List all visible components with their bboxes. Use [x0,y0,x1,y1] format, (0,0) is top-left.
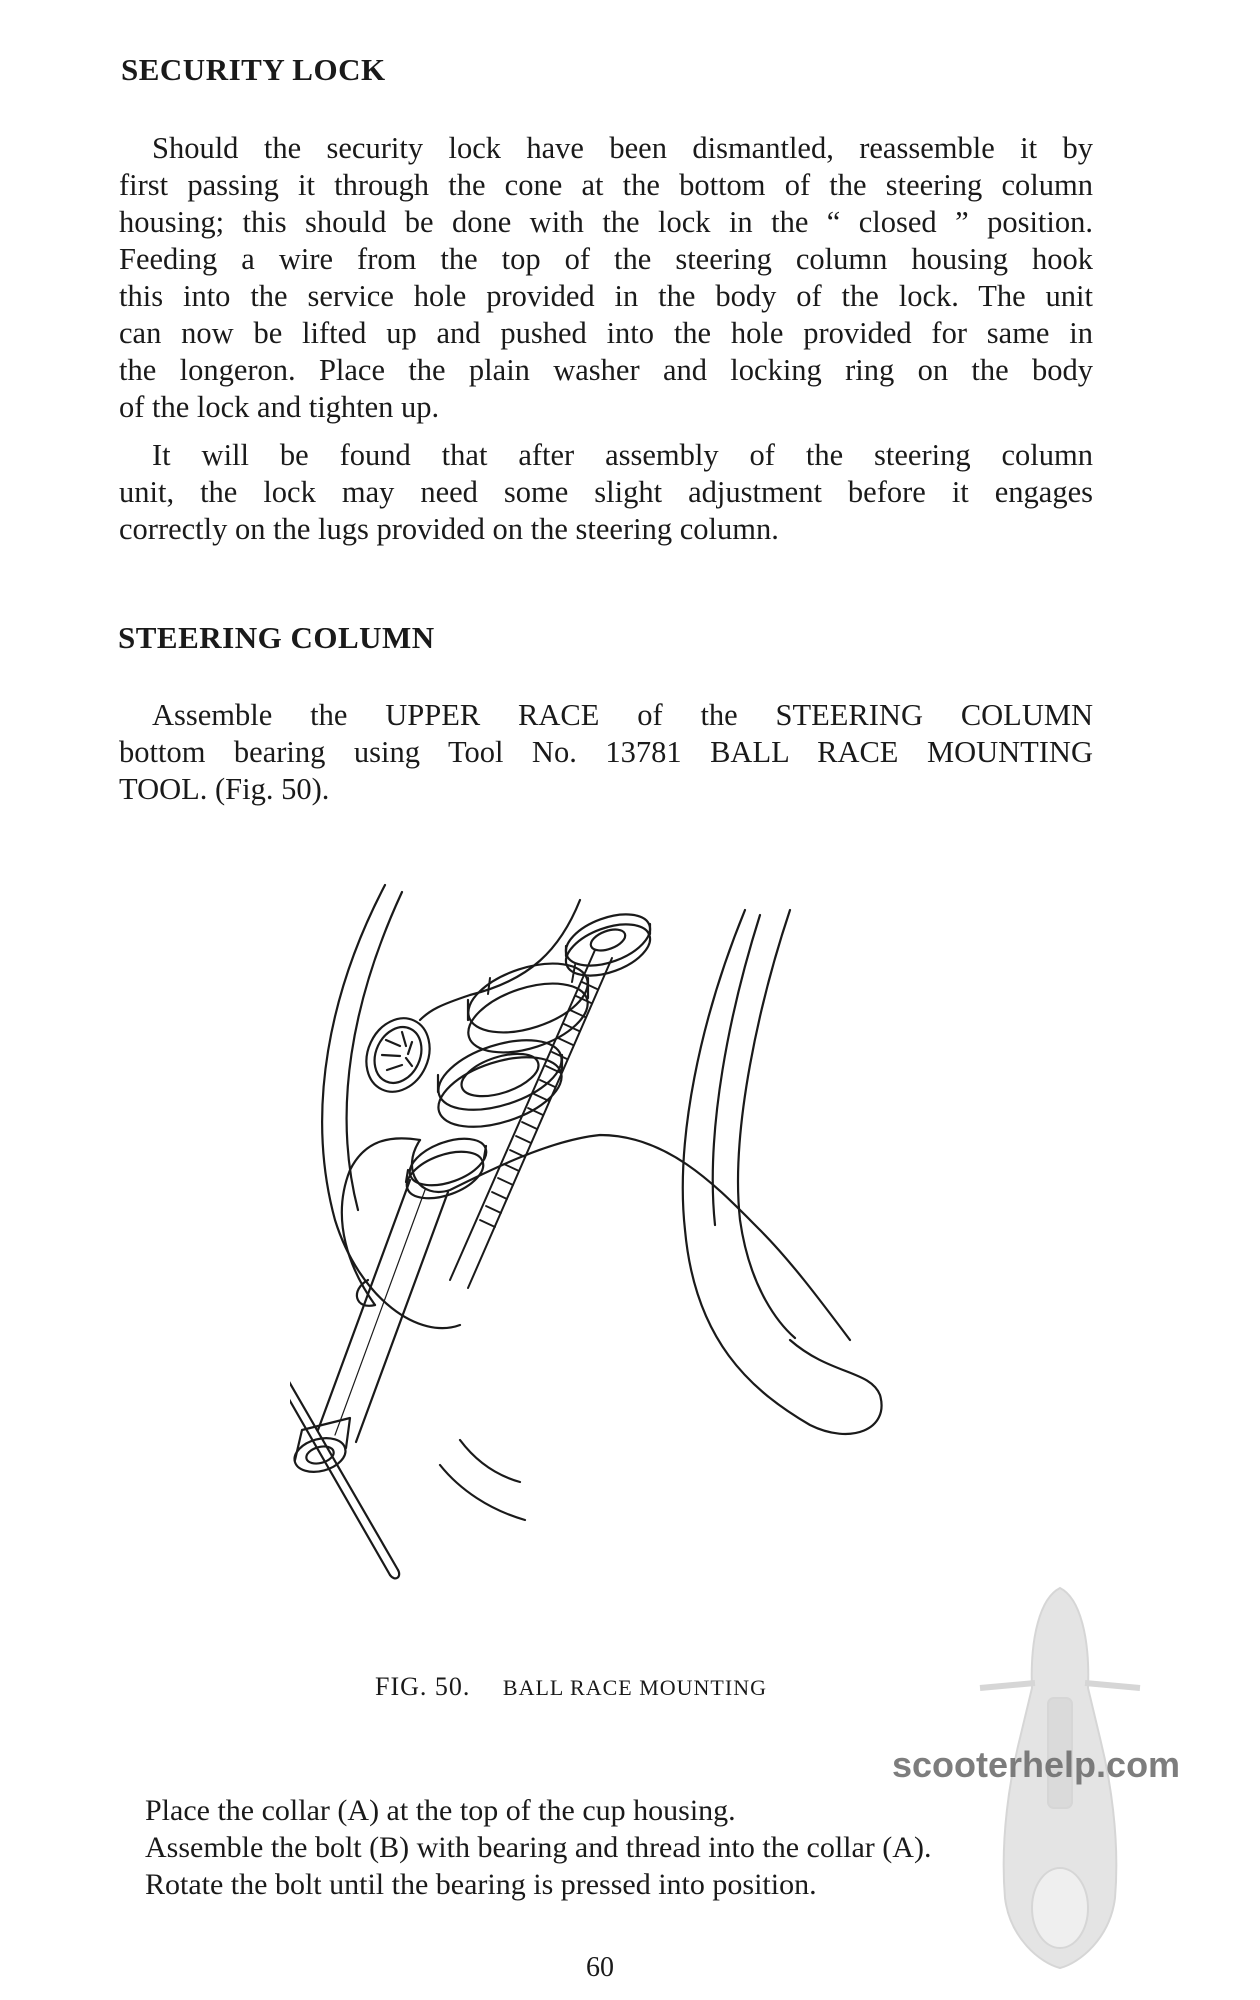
instruction-line: Rotate the bolt until the bearing is pressed into position. [145,1868,817,1901]
paragraph-steering-column [119,697,1093,808]
instruction-line: Place the collar (A) at the top of the cup housing. [145,1794,736,1827]
figure-title: BALL RACE MOUNTING [502,1675,767,1700]
text-line: TOOL. (Fig. 50). [119,772,330,806]
cable [412,1135,850,1340]
collar-a [460,950,596,1065]
text-line: bottom bearing using Tool No. 13781 BALL RACE MOUNTING [119,735,1093,769]
section-heading-steering-column: STEERING COLUMN [118,620,435,655]
instructions-list [145,1792,1125,1903]
text-line: It will be found that after assembly of the steering column [152,438,1093,472]
page-number: 60 [586,1952,614,1983]
paragraph-security-lock-2 [119,437,1093,548]
t-handle-block [291,1418,350,1477]
text-line: this into the service hole provided in the body of the lock. The unit [119,279,1093,313]
lower-contour-2 [460,1440,520,1482]
instruction-line: Assemble the bolt (B) with bearing and thread into the collar (A). [145,1831,932,1864]
text-line: Assemble the UPPER RACE of the STEERING COLUMN [152,698,1093,732]
cable-loop [342,1138,420,1305]
steering-column-inner [738,910,795,1338]
body-bulge [420,900,580,1020]
main-shaft [318,1180,448,1442]
text-line: can now be lifted up and pushed into the hole provided for same in [119,316,1093,350]
watermark-text: scooterhelp.com [892,1744,1181,1785]
steering-column-mid [713,915,760,1225]
vent-grille [355,1008,441,1102]
text-line: first passing it through the cone at the bottom of the steering column [119,168,1093,202]
figure-caption [375,1672,767,1702]
section-heading-security-lock: SECURITY LOCK [121,52,386,87]
text-line: the longeron. Place the plain washer and locking ring on the body [119,353,1093,387]
text-line: housing; this should be done with the lock in the “ closed ” position. [119,205,1093,239]
text-line: Feeding a wire from the top of the steering column housing hook [119,242,1093,276]
text-line: Should the security lock have been dismantled, reassemble it by [152,131,1093,165]
text-line: correctly on the lugs provided on the steering column. [119,512,779,546]
figure-number: FIG. 50. [375,1672,471,1701]
text-line: of the lock and tighten up. [119,390,440,424]
text-line: unit, the lock may need some slight adjustment before it engages [119,475,1093,509]
paragraph-security-lock-1 [119,130,1093,426]
lower-contour [440,1465,525,1520]
ball-race-mounting-illustration [290,870,930,1630]
